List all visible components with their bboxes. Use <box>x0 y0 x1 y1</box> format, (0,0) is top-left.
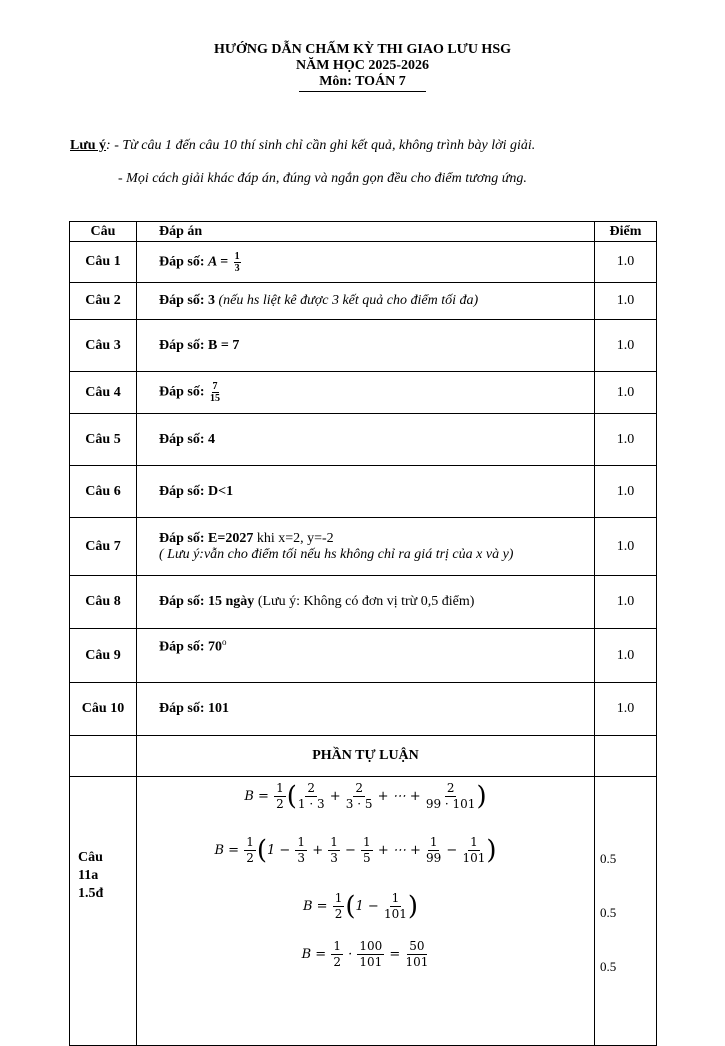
answer-cell <box>137 414 595 466</box>
answer-prefix: Đáp số: <box>159 594 209 609</box>
table-row <box>70 242 657 283</box>
col-header-answer: Đáp án <box>137 222 595 242</box>
col-header-question: Câu <box>70 222 137 242</box>
question-label: Câu 10 <box>70 683 137 736</box>
answer-cell <box>137 242 595 283</box>
equation-1: B = $\frac{1}{2}$ ( $\frac{2}{1 \cdot 3}$ + $\frac{2}{3 \cdot 5}$ + ⋯ + $\frac{2}{99 \cdot 101}$ ) <box>244 781 487 812</box>
points-cell: 1.0 <box>595 466 657 518</box>
document-header <box>0 42 725 92</box>
answer-prefix: Đáp số: 101 <box>159 701 230 716</box>
answer-cell <box>137 372 595 414</box>
table-row <box>70 629 657 683</box>
answer-extra: (Lưu ý: Không có đơn vị trừ 0,5 điểm) <box>254 594 475 609</box>
points-step-3: 0.5 <box>600 959 617 974</box>
q11-label-3: 1.5đ <box>78 886 104 901</box>
note-text-2: - Mọi cách giải khác đáp án, đúng và ngắn gọn đều cho điểm tương ứng. <box>118 171 527 186</box>
answer-cell <box>137 629 595 683</box>
points-cell: 1.0 <box>595 242 657 283</box>
section-empty-right <box>595 736 657 777</box>
points-cell: 1.0 <box>595 414 657 466</box>
equation-3: B = $\frac{1}{2}$ (1 − $\frac{1}{101}$ ) <box>302 891 418 922</box>
question-label: Câu 1 <box>70 242 137 283</box>
degree-symbol: o <box>222 637 227 647</box>
answer-cell <box>137 576 595 629</box>
points-step-2: 0.5 <box>600 905 617 920</box>
q11-label-1: Câu <box>78 850 103 865</box>
question-label: Câu 4 <box>70 372 137 414</box>
note-text-1: : - Từ câu 1 đến câu 10 thí sinh chỉ cần ghi kết quả, không trình bày lời giải. <box>106 138 536 153</box>
q11-label-2: 11a <box>78 868 99 883</box>
question-label: Câu 8 <box>70 576 137 629</box>
table-row <box>70 518 657 576</box>
points-cell: 1.0 <box>595 576 657 629</box>
note-label: Lưu ý <box>70 138 107 153</box>
fraction-denominator: 3 <box>234 262 240 274</box>
question-label: Câu 2 <box>70 283 137 320</box>
table-row <box>70 777 657 1046</box>
answer-prefix: Đáp số: E=2027 <box>159 530 254 546</box>
equation-4: B = $\frac{1}{2}$ · $\frac{100}{101}$ = $\frac{50}{101}$ <box>301 939 429 969</box>
header-year: NĂM HỌC 2025-2026 <box>296 58 429 73</box>
answer-prefix: Đáp số: <box>159 384 209 400</box>
question-label: Câu 6 <box>70 466 137 518</box>
table-row <box>70 414 657 466</box>
answer-cell <box>137 320 595 372</box>
points-column-11a <box>595 777 657 1046</box>
answer-prefix: Đáp số: 4 <box>159 431 216 447</box>
section-row <box>70 736 657 777</box>
question-label-11a <box>70 777 137 1046</box>
header-subject: Môn: TOÁN 7 <box>299 74 426 92</box>
answer-cell <box>137 683 595 736</box>
answer-cell <box>137 283 595 320</box>
question-label: Câu 7 <box>70 518 137 576</box>
answer-prefix: Đáp số: <box>159 254 209 270</box>
question-label: Câu 3 <box>70 320 137 372</box>
points-cell: 1.0 <box>595 629 657 683</box>
points-cell: 1.0 <box>595 683 657 736</box>
answer-fraction <box>210 381 220 404</box>
points-cell: 1.0 <box>595 372 657 414</box>
table-row <box>70 576 657 629</box>
answer-prefix: Đáp số: B = 7 <box>159 337 240 353</box>
note-line-1 <box>70 137 535 155</box>
grading-table <box>69 221 657 1046</box>
answer-prefix: Đáp số: 3 <box>159 293 216 308</box>
section-title: PHẦN TỰ LUẬN <box>137 736 595 777</box>
question-label: Câu 9 <box>70 629 137 683</box>
points-cell: 1.0 <box>595 320 657 372</box>
table-row <box>70 683 657 736</box>
answer-prefix: Đáp số: 70 <box>159 639 223 655</box>
fraction-numerator: 7 <box>212 381 218 392</box>
answer-note: (nếu hs liệt kê được 3 kết quả cho điểm tối đa) <box>215 293 479 308</box>
col-header-points: Điểm <box>595 222 657 242</box>
table-row <box>70 283 657 320</box>
solution-equations <box>137 777 594 973</box>
answer-cell <box>137 518 595 576</box>
table-header-row <box>70 222 657 242</box>
table-row <box>70 320 657 372</box>
header-title: HƯỚNG DẪN CHẤM KỲ THI GIAO LƯU HSG <box>214 42 511 57</box>
equation-2: B = $\frac{1}{2}$ (1 − $\frac{1}{3}$ + $\frac{1}{3}$ − $\frac{1}{5}$ + ⋯ + $\frac{1}{99}$ − $\frac{1}{101}$ ) <box>214 835 497 866</box>
answer-note: ( Lưu ý:vẫn cho điểm tối nếu hs không chỉ ra giá trị của x và y) <box>159 546 514 562</box>
question-label: Câu 5 <box>70 414 137 466</box>
solution-cell <box>137 777 595 1046</box>
answer-extra: khi x=2, y=-2 <box>253 530 334 546</box>
table-row <box>70 372 657 414</box>
fraction-denominator: 15 <box>210 393 221 404</box>
points-step-1: 0.5 <box>600 851 617 866</box>
fraction-numerator: 1 <box>234 250 240 262</box>
table-row <box>70 466 657 518</box>
points-cell: 1.0 <box>595 283 657 320</box>
section-empty-left <box>70 736 137 777</box>
answer-cell <box>137 466 595 518</box>
answer-math: A = <box>208 254 229 270</box>
points-cell: 1.0 <box>595 518 657 576</box>
answer-fraction <box>234 251 241 274</box>
answer-prefix: Đáp số: D<1 <box>159 483 234 499</box>
answer-value: 15 ngày <box>208 594 255 609</box>
